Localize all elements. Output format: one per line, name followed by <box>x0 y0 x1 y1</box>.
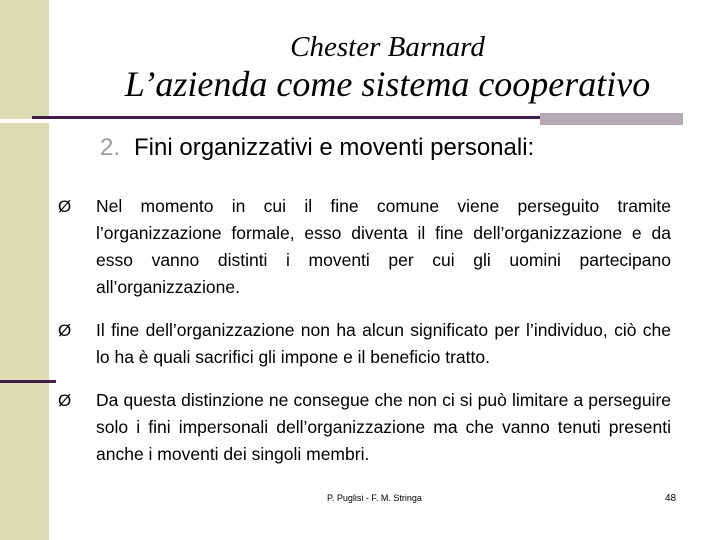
footer-authors: P. Puglisi - F. M. Stringa <box>327 493 422 503</box>
bullet-arrow-icon: Ø <box>58 197 72 216</box>
subheading-number: 2. <box>100 134 121 161</box>
bullet-text: Il fine dell’organizzazione non ha alcun significato per l’individuo, ciò che lo ha è quali sacrifici gli impone e il beneficio tratto. <box>96 320 671 367</box>
title-underline <box>32 116 540 119</box>
bullet-arrow-icon: Ø <box>58 321 72 340</box>
bullet-item <box>58 193 671 301</box>
sidebar-marker-line <box>0 380 56 383</box>
title-accent-bar <box>540 113 683 125</box>
bullet-list <box>58 193 671 484</box>
subheading-text: Fini organizzativi e moventi personali: <box>134 134 535 161</box>
slide-title <box>55 30 720 104</box>
bullet-item <box>58 387 671 468</box>
page-number: 48 <box>665 493 677 504</box>
title-line-1: Chester Barnard <box>290 31 485 63</box>
bullet-text: Da questa distinzione ne consegue che non ci si può limitare a perseguire solo i fini impersonali dell’organizzazione ma che vanno tenuti presenti anche i moventi dei singoli membri. <box>96 390 671 464</box>
bullet-item <box>58 317 671 371</box>
sidebar-decoration-top <box>0 0 49 119</box>
sidebar-decoration-bottom <box>0 123 49 540</box>
subheading <box>100 134 534 162</box>
bullet-arrow-icon: Ø <box>58 391 72 410</box>
bullet-text: Nel momento in cui il fine comune viene perseguito tramite l’organizzazione formale, esso diventa il fine dell’organizzazione e da esso vanno distinti i moventi per cui gli uomini partecipano all’organizzazione. <box>96 196 671 297</box>
title-line-2: L’azienda come sistema cooperativo <box>124 64 651 104</box>
